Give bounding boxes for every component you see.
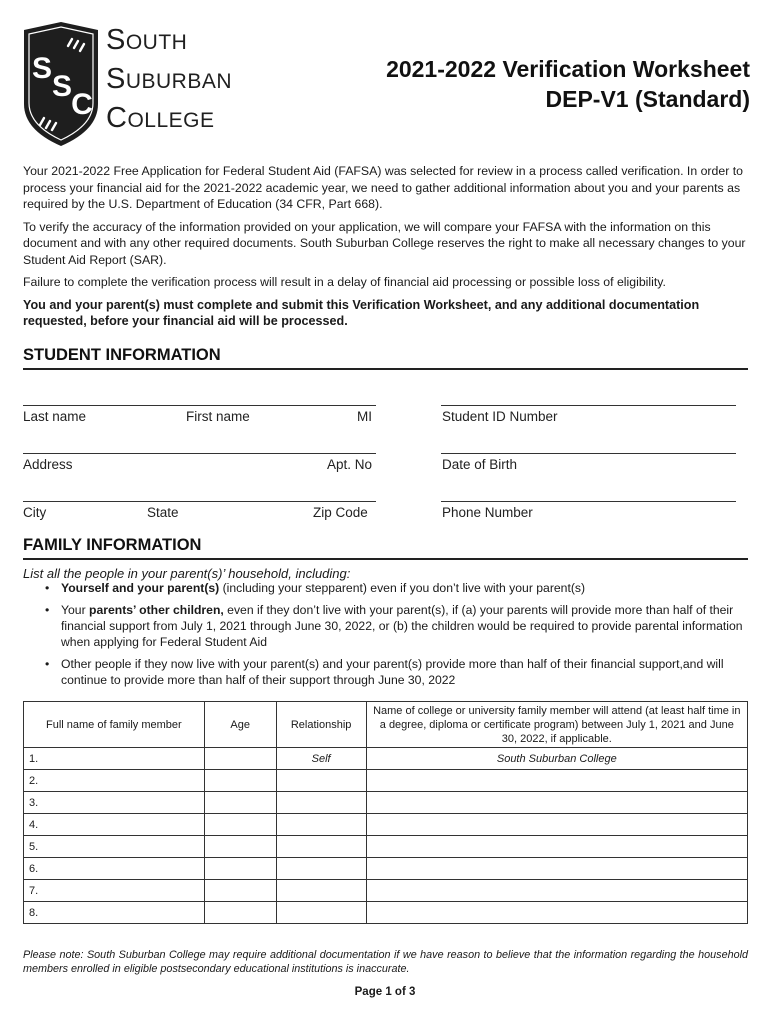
table-row <box>24 814 748 836</box>
student-id-field-line[interactable] <box>441 405 736 406</box>
dob-field-line[interactable] <box>441 453 736 454</box>
column-header-college: Name of college or university family member will attend (at least half time in a degree, diploma or certificate program) between July 1, 2021 and June 30, 2022, if applicable. <box>366 702 747 748</box>
age-cell[interactable] <box>204 814 276 836</box>
logo-letter-s1: S <box>31 52 53 85</box>
document-title <box>386 54 750 114</box>
mi-label: MI <box>357 409 372 424</box>
logo-letter-c: C <box>71 88 93 121</box>
bullet-icon: • <box>45 603 50 617</box>
title-line-2: DEP-V1 (Standard) <box>545 86 750 112</box>
table-row <box>24 792 748 814</box>
name-field-line[interactable] <box>23 405 376 406</box>
household-members-table <box>23 701 748 924</box>
relationship-cell[interactable] <box>276 902 366 924</box>
row-number[interactable]: 5. <box>24 836 205 858</box>
row-number[interactable]: 1. <box>24 748 205 770</box>
intro-paragraph-3: Failure to complete the verification process will result in a delay of financial aid processing or possible loss of eligibility. <box>23 275 666 289</box>
city-label: City <box>23 505 47 520</box>
row-number[interactable]: 4. <box>24 814 205 836</box>
table-row <box>24 748 748 770</box>
relationship-cell[interactable]: Self <box>276 748 366 770</box>
section-divider <box>23 558 748 560</box>
age-cell[interactable] <box>204 880 276 902</box>
row-number[interactable]: 3. <box>24 792 205 814</box>
last-name-label: Last name <box>23 409 87 424</box>
dob-label: Date of Birth <box>442 457 518 472</box>
column-header-relationship: Relationship <box>276 702 366 748</box>
age-cell[interactable] <box>204 836 276 858</box>
table-row <box>24 902 748 924</box>
zip-code-label: Zip Code <box>313 505 368 520</box>
list-item: • Your parents’ other children, even if they don’t live with your parent(s), if (a) your parents will provide more than half of their financial support from July 1, 2021 through June 30, 2022, or (b) the children would be required to provide parental information when applying for Federal Student Aid <box>45 603 743 649</box>
table-row <box>24 858 748 880</box>
household-criteria-list <box>42 580 748 694</box>
row-number[interactable]: 7. <box>24 880 205 902</box>
bullet-icon: • <box>45 581 50 595</box>
state-label: State <box>147 505 179 520</box>
student-info-heading: STUDENT INFORMATION <box>23 346 221 364</box>
relationship-cell[interactable] <box>276 880 366 902</box>
row-number[interactable]: 6. <box>24 858 205 880</box>
age-cell[interactable] <box>204 792 276 814</box>
table-row <box>24 770 748 792</box>
row-number[interactable]: 2. <box>24 770 205 792</box>
list-item: • Yourself and your parent(s) (including your stepparent) even if you don’t live with your parent(s) <box>45 581 586 595</box>
college-name: SOUTH SUBURBAN COLLEGE <box>106 24 233 134</box>
phone-label: Phone Number <box>442 505 533 520</box>
college-cell[interactable] <box>366 880 747 902</box>
college-cell[interactable] <box>366 858 747 880</box>
college-cell[interactable] <box>366 814 747 836</box>
please-note-text: Please note: South Suburban College may require additional documentation if we have reason to believe that the information regarding the household members enrolled in eligible postsecondary educational institutions is inaccurate. <box>23 949 748 975</box>
college-cell[interactable] <box>366 902 747 924</box>
age-cell[interactable] <box>204 770 276 792</box>
list-item: • Other people if they now live with your parent(s) and your parent(s) provide more than half of their financial support,and will continue to provide more than half of their support through June 30, 2022 <box>45 657 724 687</box>
college-cell[interactable] <box>366 836 747 858</box>
relationship-cell[interactable] <box>276 858 366 880</box>
age-cell[interactable] <box>204 902 276 924</box>
relationship-cell[interactable] <box>276 836 366 858</box>
intro-text <box>23 163 749 336</box>
city-field-line[interactable] <box>23 501 376 502</box>
apt-no-label: Apt. No <box>327 457 373 472</box>
column-header-full-name: Full name of family member <box>24 702 205 748</box>
address-label: Address <box>23 457 73 472</box>
college-cell[interactable] <box>366 792 747 814</box>
intro-paragraph-1: Your 2021-2022 Free Application for Federal Student Aid (FAFSA) was selected for review in a process called verification. In order to process your financial aid for the 2021-2022 academic year, we need to gather additional information about you and your parents as required by the U.S. Department of Education (34 CFR, Part 668). <box>23 164 743 211</box>
relationship-cell[interactable] <box>276 792 366 814</box>
bullet-icon: • <box>45 657 50 671</box>
student-id-label: Student ID Number <box>442 409 558 424</box>
title-line-1: 2021-2022 Verification Worksheet <box>386 56 750 82</box>
column-header-age: Age <box>204 702 276 748</box>
table-row <box>24 880 748 902</box>
intro-paragraph-2: To verify the accuracy of the information provided on your application, we will compare your FAFSA with the information on this document and with any other required documents. South Suburban College reserves the right to make all necessary changes to your Student Aid Report (SAR). <box>23 219 746 267</box>
college-cell[interactable]: South Suburban College <box>366 748 747 770</box>
table-row <box>24 836 748 858</box>
relationship-cell[interactable] <box>276 814 366 836</box>
age-cell[interactable] <box>204 748 276 770</box>
college-cell[interactable] <box>366 770 747 792</box>
family-intro-text: List all the people in your parent(s)’ household, including: <box>23 566 351 581</box>
family-info-heading: FAMILY INFORMATION <box>23 536 202 554</box>
age-cell[interactable] <box>204 858 276 880</box>
page-number: Page 1 of 3 <box>354 986 416 998</box>
intro-paragraph-4: You and your parent(s) must complete and submit this Verification Worksheet, and any additional documentation requested, before your financial aid will be processed. <box>23 297 700 328</box>
logo-letter-s2: S <box>51 70 73 103</box>
phone-field-line[interactable] <box>441 501 736 502</box>
section-divider <box>23 368 748 370</box>
address-field-line[interactable] <box>23 453 376 454</box>
row-number[interactable]: 8. <box>24 902 205 924</box>
relationship-cell[interactable] <box>276 770 366 792</box>
college-shield-logo <box>22 20 100 148</box>
first-name-label: First name <box>186 409 250 424</box>
